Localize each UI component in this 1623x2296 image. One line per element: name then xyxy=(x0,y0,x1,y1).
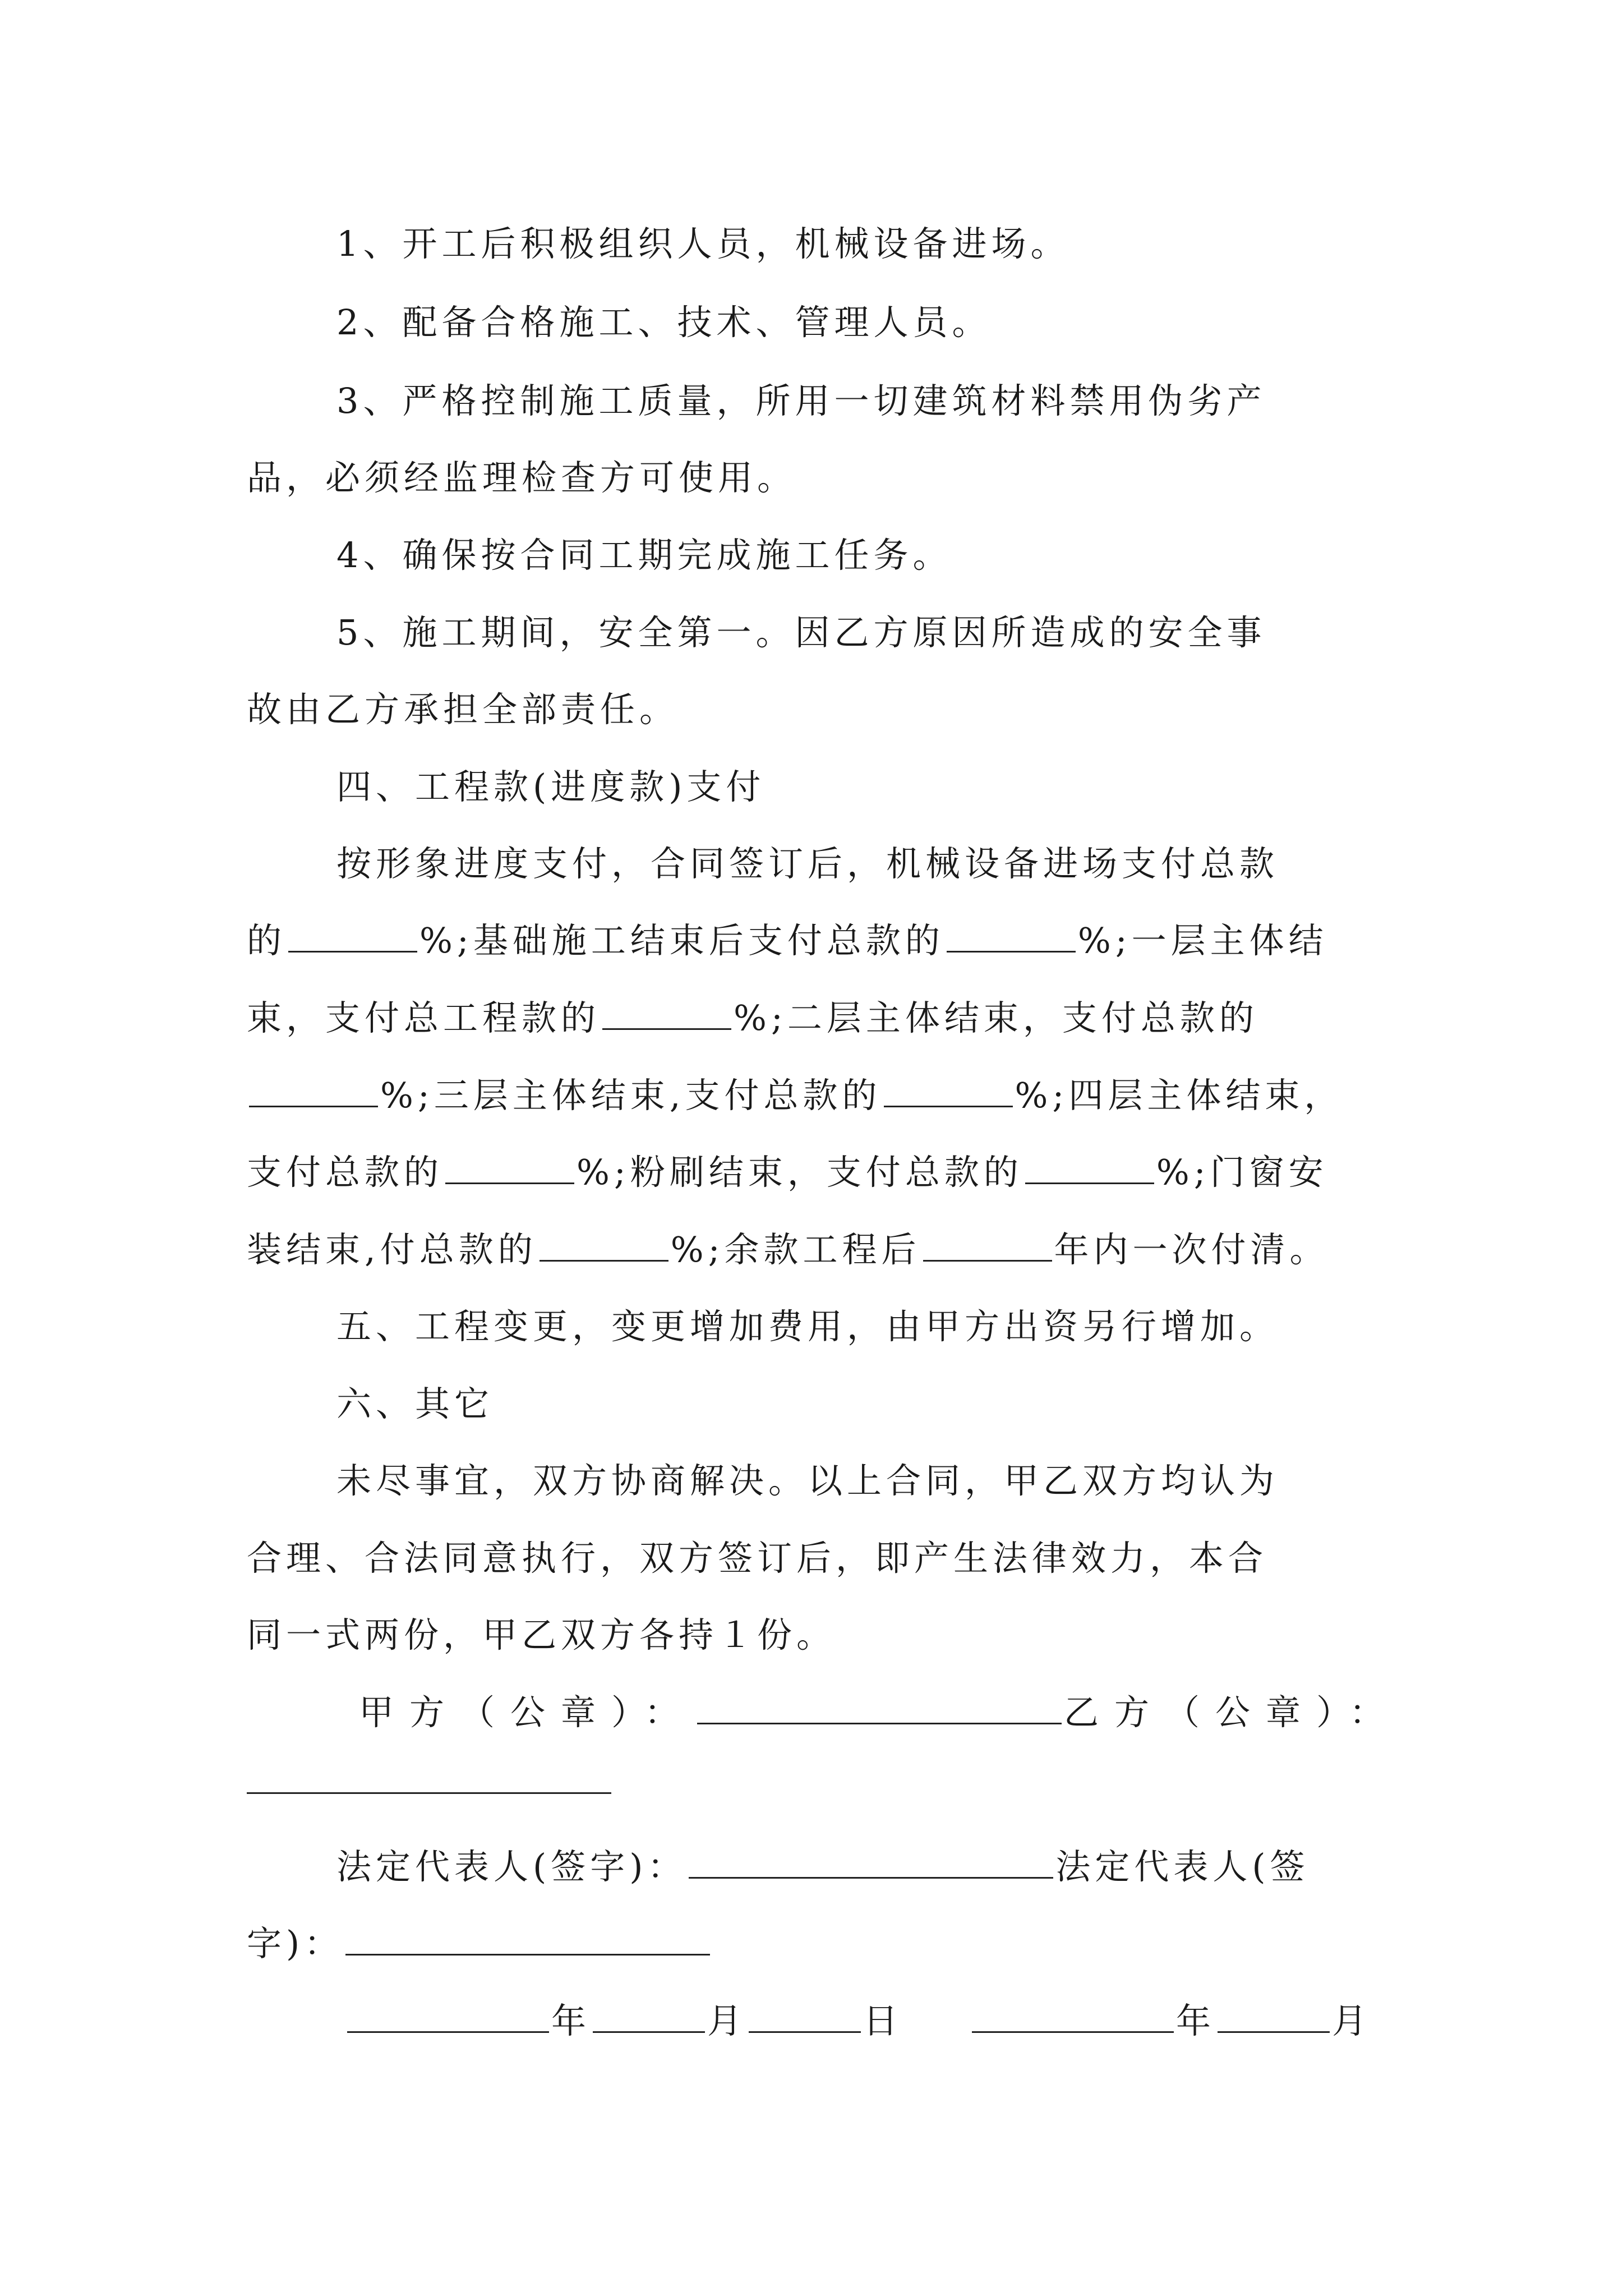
blank-field[interactable] xyxy=(1025,1150,1154,1184)
representative-line-1 xyxy=(336,1844,1310,1889)
item-2: 2、配备合格施工、技术、管理人员。 xyxy=(336,302,992,343)
blank-field[interactable] xyxy=(884,1073,1013,1107)
payment-line-1 xyxy=(247,918,1328,963)
blank-field[interactable] xyxy=(249,1073,378,1107)
other-line-3: 同一式两份，甲乙双方各持１份。 xyxy=(247,1614,836,1655)
payment-text: 支付总款的 xyxy=(247,1152,444,1193)
payment-text: %;一层主体结 xyxy=(1077,920,1328,961)
year-field-a[interactable] xyxy=(347,1999,549,2033)
blank-field[interactable] xyxy=(602,996,731,1030)
payment-line-5 xyxy=(247,1227,1329,1272)
item-5-line-1: 5、施工期间，安全第一。因乙方原因所造成的安全事 xyxy=(336,612,1266,653)
rep-a-signature-field[interactable] xyxy=(689,1844,1053,1879)
payment-text: %;粉刷结束，支付总款的 xyxy=(577,1152,1023,1193)
representative-line-2 xyxy=(247,1921,712,1966)
blank-field[interactable] xyxy=(923,1227,1052,1262)
year-label: 年 xyxy=(1176,2000,1216,2041)
month-label: 月 xyxy=(1332,2000,1372,2041)
payment-text: 的 xyxy=(247,920,287,961)
party-signature-line xyxy=(359,1690,1400,1735)
payment-text: %;基础施工结束后支付总款的 xyxy=(419,920,944,961)
year-field-b[interactable] xyxy=(972,1999,1174,2033)
party-b-seal-field[interactable] xyxy=(247,1792,611,1794)
other-line-2: 合理、合法同意执行，双方签订后，即产生法律效力，本合 xyxy=(247,1538,1268,1579)
payment-text: 年内一次付清。 xyxy=(1054,1229,1329,1270)
month-field-a[interactable] xyxy=(593,1999,705,2033)
payment-text: 装结束,付总款的 xyxy=(247,1229,537,1270)
blank-field[interactable] xyxy=(445,1150,574,1184)
item-3-line-2: 品，必须经监理检查方可使用。 xyxy=(247,457,797,498)
item-5-line-2: 故由乙方承担全部责任。 xyxy=(247,689,679,730)
party-a-label: 甲方（公章）： xyxy=(359,1692,695,1733)
blank-field[interactable] xyxy=(288,918,417,953)
item-4: 4、确保按合同工期完成施工任务。 xyxy=(336,535,952,576)
payment-line-4 xyxy=(247,1150,1328,1195)
payment-line-0: 按形象进度支付，合同签订后，机械设备进场支付总款 xyxy=(336,843,1279,884)
date-line xyxy=(345,1999,1371,2044)
payment-text: %;四层主体结束， xyxy=(1015,1075,1344,1116)
rep-a-label: 法定代表人(签字)： xyxy=(336,1846,687,1887)
item-3-line-1: 3、严格控制施工质量，所用一切建筑材料禁用伪劣产 xyxy=(336,380,1266,421)
rep-b-label-cont: 字)： xyxy=(247,1923,344,1964)
party-a-seal-field[interactable] xyxy=(697,1690,1062,1724)
section-4-heading: 四、工程款(进度款)支付 xyxy=(336,766,766,807)
payment-text: %;余款工程后 xyxy=(670,1229,921,1270)
payment-text: 束，支付总工程款的 xyxy=(247,997,601,1038)
blank-field[interactable] xyxy=(540,1227,668,1262)
year-label: 年 xyxy=(551,2000,591,2041)
blank-field[interactable] xyxy=(947,918,1076,953)
item-1: 1、开工后积极组织人员，机械设备进场。 xyxy=(336,223,1070,264)
payment-line-2 xyxy=(247,996,1258,1041)
section-6-heading: 六、其它 xyxy=(336,1383,494,1424)
payment-text: %;门窗安 xyxy=(1156,1152,1328,1193)
day-label: 日 xyxy=(863,2000,903,2041)
section-5: 五、工程变更，变更增加费用，由甲方出资另行增加。 xyxy=(336,1306,1279,1347)
payment-text: %;二层主体结束，支付总款的 xyxy=(734,997,1258,1038)
payment-line-3 xyxy=(247,1073,1343,1118)
rep-b-signature-field[interactable] xyxy=(345,1921,710,1955)
month-label: 月 xyxy=(707,2000,747,2041)
other-line-1: 未尽事宜，双方协商解决。以上合同，甲乙双方均认为 xyxy=(336,1460,1279,1501)
party-b-label: 乙方（公章）： xyxy=(1064,1692,1400,1733)
day-field-a[interactable] xyxy=(749,1999,861,2033)
month-field-b[interactable] xyxy=(1218,1999,1330,2033)
rep-b-label: 法定代表人(签 xyxy=(1055,1846,1310,1887)
payment-text: %;三层主体结束,支付总款的 xyxy=(380,1075,882,1116)
